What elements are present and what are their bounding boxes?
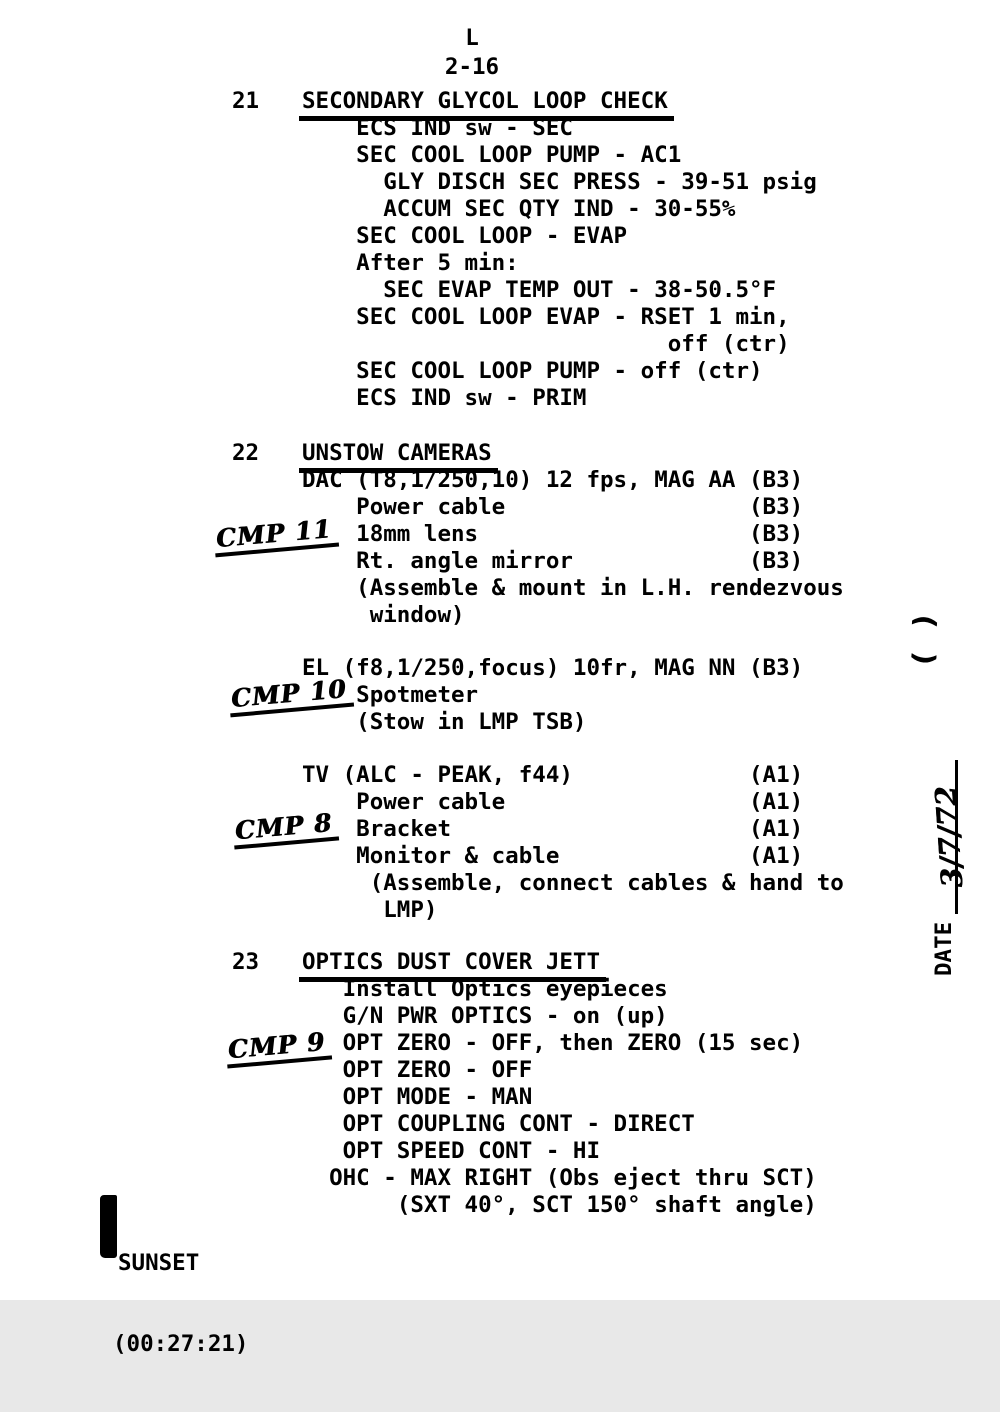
checklist-line — [302, 115, 872, 142]
item-heading — [232, 440, 872, 467]
checklist-line — [302, 169, 872, 196]
line-text: OPT COUPLING CONT - DIRECT — [342, 1111, 695, 1137]
line-text: Spotmeter — [356, 682, 479, 708]
line-text: (Assemble, connect cables & hand to — [369, 870, 844, 896]
page-letter: L — [465, 25, 479, 51]
checklist-item-23 — [232, 949, 872, 1219]
checklist-line — [302, 655, 872, 682]
checklist-item-21 — [232, 88, 872, 412]
line-text: (Stow in LMP TSB) — [356, 709, 587, 735]
margin-paren-mark-bottom: ) — [907, 648, 942, 669]
item-heading — [232, 88, 872, 115]
line-text: 18mm lens — [356, 521, 479, 547]
checklist-line — [302, 196, 872, 223]
checklist-line — [302, 870, 872, 897]
stowage-code: (B3) — [749, 467, 804, 493]
checklist-line — [302, 304, 872, 331]
line-text: ECS IND sw - SEC — [356, 115, 573, 141]
line-text: After 5 min: — [356, 250, 519, 276]
checklist-line — [302, 1192, 872, 1219]
item-heading — [232, 949, 872, 976]
line-text: SEC COOL LOOP EVAP - RSET 1 min, — [356, 304, 790, 330]
line-text: LMP) — [383, 897, 438, 923]
handwritten-annotation-cmp8: CMP 8 — [232, 809, 340, 849]
line-text: OPT ZERO - OFF, then ZERO (15 sec) — [342, 1030, 804, 1056]
stowage-code: (A1) — [749, 816, 804, 842]
line-text: (Assemble & mount in L.H. rendezvous — [356, 575, 844, 601]
date-underline — [924, 760, 970, 914]
line-text: SEC COOL LOOP PUMP - off (ctr) — [356, 358, 763, 384]
stowage-code: (B3) — [749, 521, 804, 547]
checklist-line — [302, 142, 872, 169]
item-number: 21 — [232, 88, 260, 114]
line-text: off (ctr) — [667, 331, 790, 357]
line-text: SEC COOL LOOP PUMP - AC1 — [356, 142, 682, 168]
checklist-line — [302, 250, 872, 277]
checklist-line — [302, 494, 872, 521]
stowage-code: (A1) — [749, 762, 804, 788]
checklist-line — [302, 385, 872, 412]
checklist-line — [302, 843, 872, 870]
line-text: DAC (T8,1/250,10) 12 fps, MAG AA — [302, 467, 736, 493]
checklist-line — [302, 1030, 872, 1057]
line-text: G/N PWR OPTICS - on (up) — [342, 1003, 668, 1029]
sunset-time: (00:27:21) — [113, 1331, 249, 1357]
stowage-code: (A1) — [749, 789, 804, 815]
sunset-label: SUNSET — [118, 1250, 200, 1276]
checklist-line — [302, 1165, 872, 1192]
line-text: Monitor & cable — [356, 843, 560, 869]
checklist-line — [302, 358, 872, 385]
item-number: 23 — [232, 949, 260, 975]
line-text: OPT SPEED CONT - HI — [342, 1138, 601, 1164]
checklist-line — [302, 467, 872, 494]
checklist-line — [302, 602, 872, 629]
sunset-block — [113, 1196, 248, 1412]
checklist-line — [302, 223, 872, 250]
item-block — [232, 976, 872, 1219]
line-text: window) — [369, 602, 465, 628]
page-number: 2-16 — [444, 54, 500, 80]
checklist-line — [302, 762, 872, 789]
item-number: 22 — [232, 440, 260, 466]
checklist-line — [302, 575, 872, 602]
checklist-line — [302, 816, 872, 843]
checklist-line — [302, 897, 872, 924]
line-text: Bracket — [356, 816, 451, 842]
line-text: EL (f8,1/250,focus) 10fr, MAG NN — [302, 655, 736, 681]
item-block — [232, 115, 872, 412]
item-block — [232, 467, 872, 629]
checklist-line — [302, 976, 872, 1003]
stowage-code: (B3) — [749, 655, 804, 681]
handwritten-annotation-cmp10: CMP 10 — [228, 676, 354, 718]
line-text: OHC - MAX RIGHT (Obs eject thru SCT) — [329, 1165, 817, 1191]
page-header — [382, 24, 562, 82]
date-value-handwritten: 3/7/72 — [928, 784, 970, 889]
line-text: OPT ZERO - OFF — [342, 1057, 533, 1083]
line-text: ACCUM SEC QTY IND - 30-55% — [383, 196, 736, 222]
handwritten-annotation-cmp11: CMP 11 — [213, 516, 339, 558]
checklist-line — [302, 331, 872, 358]
date-label: DATE — [931, 921, 957, 976]
line-text: Install Optics eyepieces — [342, 976, 668, 1002]
stowage-code: (B3) — [749, 494, 804, 520]
stowage-code: (A1) — [749, 843, 804, 869]
checklist-line — [302, 1111, 872, 1138]
line-text: Power cable — [356, 789, 506, 815]
item-title: OPTICS DUST COVER JETT — [299, 949, 606, 982]
checklist-line — [302, 1003, 872, 1030]
checklist-line — [302, 1057, 872, 1084]
item-block — [232, 762, 872, 924]
checklist-line — [302, 548, 872, 575]
checklist-line — [302, 789, 872, 816]
line-text: Rt. angle mirror — [356, 548, 573, 574]
checklist-line — [302, 1084, 872, 1111]
date-stamp-rotated — [912, 760, 970, 976]
checklist-line — [302, 1138, 872, 1165]
checklist-line — [302, 709, 872, 736]
line-text: GLY DISCH SEC PRESS - 39-51 psig — [383, 169, 817, 195]
line-text: ECS IND sw - PRIM — [356, 385, 587, 411]
margin-paren-mark-top: ( — [908, 610, 943, 631]
checklist-line — [302, 277, 872, 304]
line-text: TV (ALC - PEAK, f44) — [302, 762, 573, 788]
stowage-code: (B3) — [749, 548, 804, 574]
checklist-line — [302, 521, 872, 548]
line-text: SEC EVAP TEMP OUT - 38-50.5°F — [383, 277, 777, 303]
checklist-line — [302, 682, 872, 709]
line-text: SEC COOL LOOP - EVAP — [356, 223, 628, 249]
line-text: Power cable — [356, 494, 506, 520]
handwritten-annotation-cmp9: CMP 9 — [225, 1028, 333, 1068]
item-title: UNSTOW CAMERAS — [299, 440, 498, 473]
line-text: OPT MODE - MAN — [342, 1084, 533, 1110]
item-title: SECONDARY GLYCOL LOOP CHECK — [299, 88, 674, 121]
line-text: (SXT 40°, SCT 150° shaft angle) — [396, 1192, 817, 1218]
